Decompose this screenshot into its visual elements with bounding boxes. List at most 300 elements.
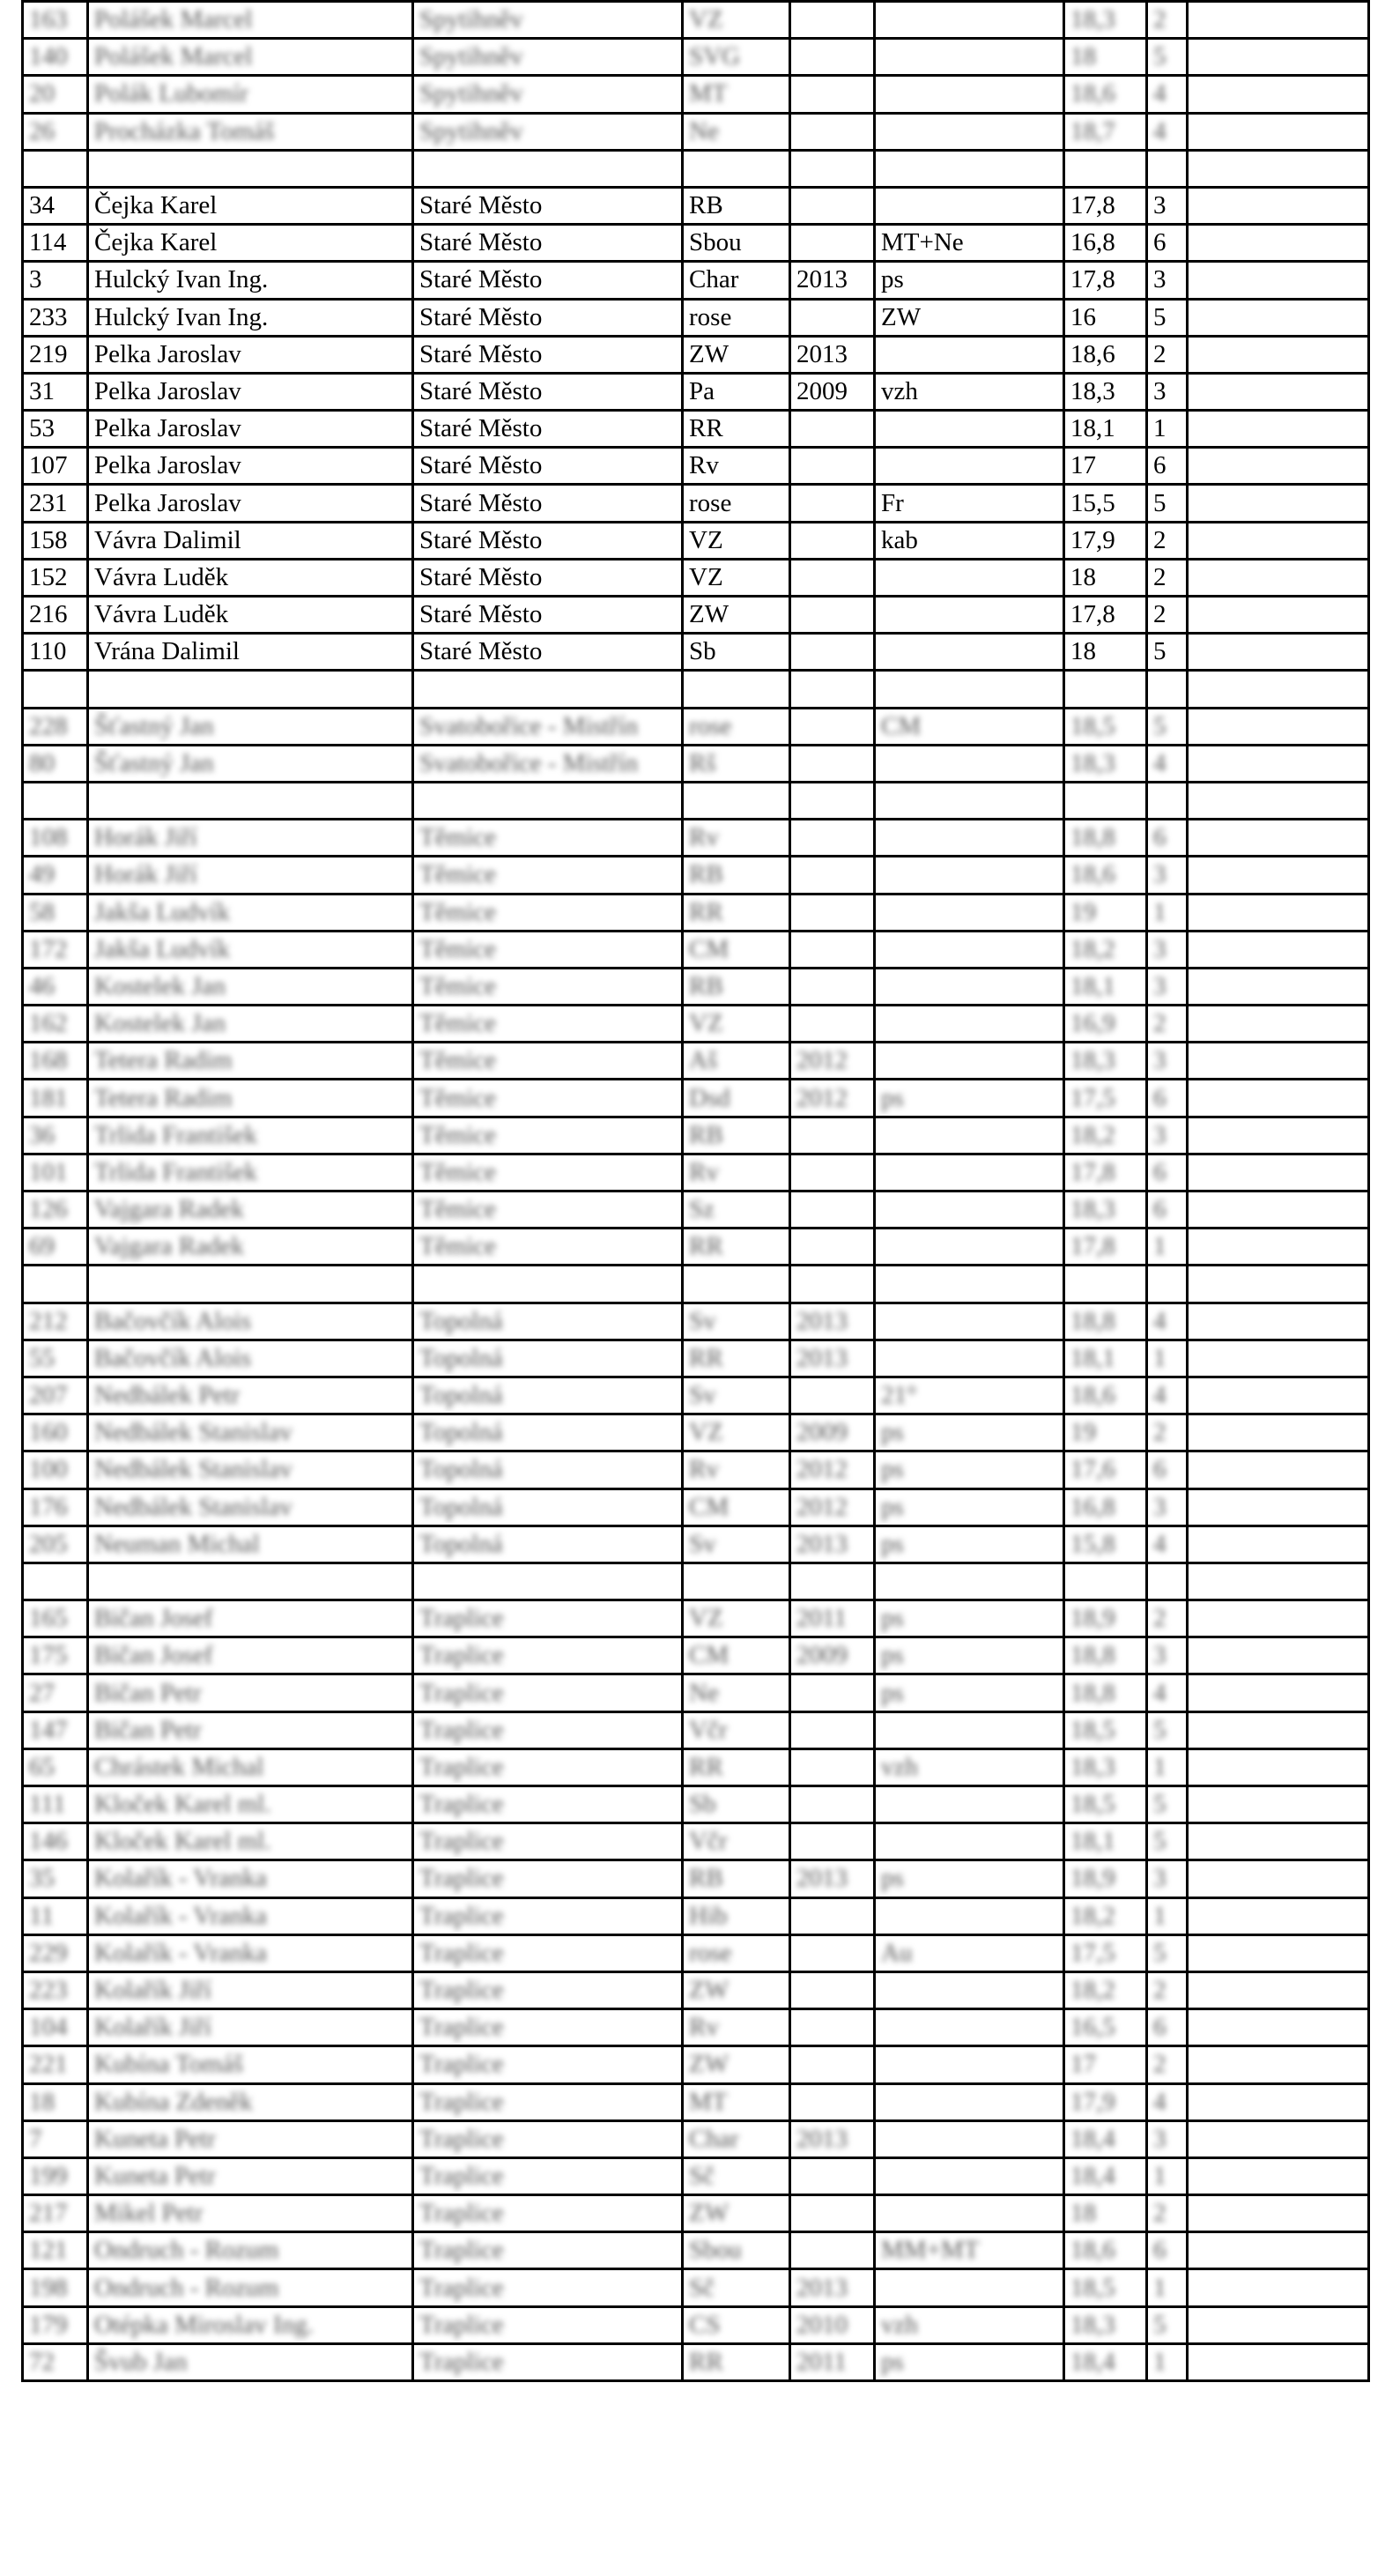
cell-text: 198 xyxy=(29,2273,68,2302)
cell-name xyxy=(88,485,413,522)
cell-text: 4 xyxy=(1153,2087,1167,2116)
cell-rank xyxy=(1147,1303,1188,1340)
cell-text: Těmice xyxy=(419,1157,496,1186)
cell-sugar xyxy=(1064,262,1147,299)
cell-text: Horák Jiří xyxy=(94,823,197,852)
cell-text: Staré Město xyxy=(419,637,543,666)
cell-extra xyxy=(1188,1934,1369,1971)
cell-note xyxy=(875,820,1064,857)
cell-year xyxy=(790,708,875,745)
cell-extra xyxy=(1188,2343,1369,2380)
cell-text: 6 xyxy=(1153,823,1167,852)
cell-rank xyxy=(1147,634,1188,671)
cell-text: Polášek Marcel xyxy=(94,5,253,34)
cell-text: 15,5 xyxy=(1070,488,1115,517)
cell-text: 2013 xyxy=(796,265,848,294)
cell-text: 2012 xyxy=(796,1083,848,1112)
cell-text: 5 xyxy=(1153,1827,1167,1856)
cell-extra xyxy=(1188,485,1369,522)
cell-name xyxy=(88,1117,413,1154)
cell-extra xyxy=(1188,745,1369,782)
cell-note xyxy=(875,1600,1064,1637)
cell-number xyxy=(23,299,88,336)
cell-number xyxy=(23,1600,88,1637)
cell-text: 2 xyxy=(1153,339,1167,368)
cell-text: Traplice xyxy=(419,2013,504,2042)
cell-text: 223 xyxy=(29,1976,68,2005)
cell-name xyxy=(88,1637,413,1674)
cell-text: Kolařík - Vranka xyxy=(94,1938,267,1967)
cell-text: 18 xyxy=(1070,637,1096,666)
cell-text: Vajgara Radek xyxy=(94,1232,244,1261)
cell-text: 5 xyxy=(1153,488,1167,517)
cell-variety xyxy=(683,1414,790,1451)
cell-text: 6 xyxy=(1153,2013,1167,2042)
cell-town xyxy=(413,2343,683,2380)
cell-town xyxy=(413,1117,683,1154)
cell-name xyxy=(88,708,413,745)
cell-text: Sb xyxy=(689,1790,716,1819)
cell-year xyxy=(790,2232,875,2269)
cell-variety xyxy=(683,1674,790,1711)
cell-text: ps xyxy=(881,265,904,294)
cell-text: 4 xyxy=(1153,1678,1167,1707)
cell-text: Šťastný Jan xyxy=(94,711,214,740)
cell-sugar xyxy=(1064,411,1147,448)
cell-text: 4 xyxy=(1153,1306,1167,1335)
cell-number xyxy=(23,820,88,857)
cell-name xyxy=(88,968,413,1005)
cell-text: 146 xyxy=(29,1827,68,1856)
cell-text: 4 xyxy=(1153,748,1167,777)
cell-text: ZW xyxy=(689,1976,730,2005)
cell-sugar xyxy=(1064,2083,1147,2120)
cell-text: 2012 xyxy=(796,1455,848,1484)
cell-number xyxy=(23,225,88,262)
cell-sugar xyxy=(1064,1154,1147,1191)
cell-number xyxy=(23,597,88,634)
cell-text: 18,8 xyxy=(1070,823,1115,852)
cell-text: CM xyxy=(689,934,730,963)
cell-text: 110 xyxy=(29,637,67,666)
cell-extra xyxy=(1188,1414,1369,1451)
cell-text: Traplice xyxy=(419,2236,504,2265)
cell-extra xyxy=(1188,1488,1369,1526)
cell-name xyxy=(88,1488,413,1526)
cell-text: 207 xyxy=(29,1381,68,1410)
cell-town xyxy=(413,2083,683,2120)
cell-text: 18 xyxy=(1070,562,1096,591)
cell-town xyxy=(413,485,683,522)
cell-sugar xyxy=(1064,1526,1147,1563)
cell-town xyxy=(413,634,683,671)
cell-year xyxy=(790,782,875,819)
cell-text: 18,8 xyxy=(1070,1306,1115,1335)
cell-extra xyxy=(1188,857,1369,894)
cell-number xyxy=(23,1006,88,1043)
cell-number xyxy=(23,1711,88,1748)
cell-number xyxy=(23,782,88,819)
cell-text: Sz xyxy=(689,1195,715,1224)
cell-text: 2012 xyxy=(796,1046,848,1075)
cell-text: 18 xyxy=(1070,2199,1096,2228)
cell-year xyxy=(790,1154,875,1191)
cell-text: Staré Město xyxy=(419,191,543,220)
table-row xyxy=(23,2120,1369,2157)
cell-sugar xyxy=(1064,559,1147,596)
cell-text: RR xyxy=(689,1232,723,1261)
cell-text: 19 xyxy=(1070,1418,1096,1447)
cell-text: Staré Město xyxy=(419,228,543,257)
cell-name xyxy=(88,1563,413,1600)
cell-year xyxy=(790,150,875,187)
cell-number xyxy=(23,1971,88,2008)
cell-year xyxy=(790,1266,875,1303)
cell-sugar xyxy=(1064,113,1147,150)
cell-text: Pelka Jaroslav xyxy=(94,414,241,443)
cell-name xyxy=(88,336,413,373)
cell-number xyxy=(23,485,88,522)
cell-number xyxy=(23,2306,88,2343)
cell-town xyxy=(413,1303,683,1340)
cell-year xyxy=(790,336,875,373)
cell-year xyxy=(790,1563,875,1600)
cell-text: 26 xyxy=(29,116,55,145)
table-row xyxy=(23,1748,1369,1785)
cell-text: Rv xyxy=(689,2013,719,2042)
cell-rank xyxy=(1147,187,1188,224)
cell-year xyxy=(790,1637,875,1674)
cell-text: 175 xyxy=(29,1641,68,1670)
cell-text: 2 xyxy=(1153,1604,1167,1633)
cell-town xyxy=(413,1526,683,1563)
spacer-row xyxy=(23,1563,1369,1600)
cell-text: 35 xyxy=(29,1864,55,1893)
cell-text: 1 xyxy=(1153,2273,1167,2302)
cell-town xyxy=(413,2157,683,2194)
cell-text: 18,9 xyxy=(1070,1864,1115,1893)
cell-year xyxy=(790,187,875,224)
cell-extra xyxy=(1188,1451,1369,1488)
cell-rank xyxy=(1147,1563,1188,1600)
cell-note xyxy=(875,522,1064,559)
spacer-row xyxy=(23,150,1369,187)
cell-text: Hulcký Ivan Ing. xyxy=(94,302,269,331)
cell-rank xyxy=(1147,448,1188,485)
cell-sugar xyxy=(1064,299,1147,336)
cell-variety xyxy=(683,76,790,113)
cell-number xyxy=(23,1897,88,1934)
cell-note xyxy=(875,1229,1064,1266)
cell-note xyxy=(875,1451,1064,1488)
cell-text: rose xyxy=(689,488,732,517)
cell-extra xyxy=(1188,522,1369,559)
cell-note xyxy=(875,1748,1064,1785)
cell-text: 1 xyxy=(1153,1343,1167,1372)
cell-text: 3 xyxy=(1153,860,1167,889)
cell-text: 2 xyxy=(1153,525,1167,554)
cell-note xyxy=(875,336,1064,373)
cell-text: Otépka Miroslav Ing. xyxy=(94,2310,314,2339)
cell-text: 2013 xyxy=(796,2124,848,2153)
cell-text: Nedbálek Stanislav xyxy=(94,1455,293,1484)
cell-text: Staré Město xyxy=(419,339,543,368)
cell-text: 6 xyxy=(1153,1195,1167,1224)
cell-rank xyxy=(1147,2343,1188,2380)
table-row xyxy=(23,2083,1369,2120)
cell-text: RB xyxy=(689,1120,723,1149)
cell-note xyxy=(875,113,1064,150)
cell-text: Pa xyxy=(689,376,715,405)
cell-text: Rv xyxy=(689,1455,719,1484)
cell-variety xyxy=(683,2306,790,2343)
cell-text: 16,5 xyxy=(1070,2013,1115,2042)
cell-text: Pelka Jaroslav xyxy=(94,339,241,368)
table-row xyxy=(23,2343,1369,2380)
cell-variety xyxy=(683,1043,790,1080)
cell-sugar xyxy=(1064,2195,1147,2232)
cell-variety xyxy=(683,1897,790,1934)
cell-town xyxy=(413,1711,683,1748)
cell-rank xyxy=(1147,2232,1188,2269)
cell-text: Jakša Ludvík xyxy=(94,934,230,963)
cell-town xyxy=(413,1266,683,1303)
cell-text: 2 xyxy=(1153,1976,1167,2005)
cell-text: 18,8 xyxy=(1070,1641,1115,1670)
cell-note xyxy=(875,1154,1064,1191)
cell-year xyxy=(790,1229,875,1266)
cell-text: vzh xyxy=(881,1752,918,1781)
cell-text: 172 xyxy=(29,934,68,963)
cell-variety xyxy=(683,1860,790,1897)
table-row xyxy=(23,1823,1369,1860)
cell-variety xyxy=(683,1117,790,1154)
cell-variety xyxy=(683,1934,790,1971)
cell-text: 114 xyxy=(29,228,67,257)
cell-rank xyxy=(1147,671,1188,708)
table-row xyxy=(23,1006,1369,1043)
cell-text: 1 xyxy=(1153,897,1167,926)
cell-year xyxy=(790,262,875,299)
cell-text: 18,3 xyxy=(1070,376,1115,405)
cell-text: Čejka Karel xyxy=(94,228,218,257)
cell-year xyxy=(790,113,875,150)
cell-extra xyxy=(1188,1897,1369,1934)
cell-text: 49 xyxy=(29,860,55,889)
cell-extra xyxy=(1188,1340,1369,1377)
cell-sugar xyxy=(1064,2269,1147,2306)
cell-variety xyxy=(683,1526,790,1563)
cell-note xyxy=(875,1377,1064,1414)
cell-name xyxy=(88,1006,413,1043)
cell-text: 18,6 xyxy=(1070,339,1115,368)
cell-number xyxy=(23,2157,88,2194)
cell-rank xyxy=(1147,113,1188,150)
cell-text: MT xyxy=(689,2087,728,2116)
cell-text: 18,6 xyxy=(1070,79,1115,108)
cell-extra xyxy=(1188,1823,1369,1860)
cell-sugar xyxy=(1064,968,1147,1005)
cell-number xyxy=(23,1786,88,1823)
cell-text: 6 xyxy=(1153,228,1167,257)
cell-number xyxy=(23,373,88,410)
cell-year xyxy=(790,485,875,522)
cell-text: 18,8 xyxy=(1070,1678,1115,1707)
cell-number xyxy=(23,1637,88,1674)
cell-text: 205 xyxy=(29,1529,68,1558)
cell-text: Traplice xyxy=(419,1901,504,1930)
cell-extra xyxy=(1188,1860,1369,1897)
cell-variety xyxy=(683,1377,790,1414)
cell-name xyxy=(88,187,413,224)
table-row xyxy=(23,634,1369,671)
cell-text: Spytihněv xyxy=(419,42,523,71)
cell-text: Těmice xyxy=(419,1195,496,1224)
cell-note xyxy=(875,76,1064,113)
cell-text: Kostelek Jan xyxy=(94,971,226,1000)
cell-year xyxy=(790,1748,875,1785)
cell-text: Au xyxy=(881,1938,913,1967)
cell-text: 18,1 xyxy=(1070,971,1115,1000)
cell-text: 2011 xyxy=(796,1604,847,1633)
cell-town xyxy=(413,113,683,150)
cell-name xyxy=(88,857,413,894)
cell-text: 17,8 xyxy=(1070,600,1115,629)
cell-text: 5 xyxy=(1153,711,1167,740)
cell-variety xyxy=(683,39,790,76)
table-row xyxy=(23,597,1369,634)
cell-rank xyxy=(1147,1786,1188,1823)
cell-text: Těmice xyxy=(419,1083,496,1112)
cell-variety xyxy=(683,1711,790,1748)
cell-text: Chrástek Michal xyxy=(94,1752,264,1781)
cell-text: VZ xyxy=(689,562,723,591)
cell-extra xyxy=(1188,931,1369,968)
cell-text: Hib xyxy=(689,1901,728,1930)
cell-text: ps xyxy=(881,1864,904,1893)
cell-rank xyxy=(1147,1154,1188,1191)
cell-text: 18,3 xyxy=(1070,1195,1115,1224)
cell-note xyxy=(875,2009,1064,2046)
cell-name xyxy=(88,1080,413,1117)
cell-variety xyxy=(683,597,790,634)
cell-rank xyxy=(1147,2157,1188,2194)
cell-name xyxy=(88,299,413,336)
cell-text: 212 xyxy=(29,1306,68,1335)
cell-number xyxy=(23,448,88,485)
cell-text: 18,4 xyxy=(1070,2124,1115,2153)
cell-text: kab xyxy=(881,525,918,554)
cell-text: Traplice xyxy=(419,1938,504,1967)
cell-text: Procházka Tomáš xyxy=(94,116,275,145)
cell-text: Kubína Zdeněk xyxy=(94,2087,253,2116)
cell-sugar xyxy=(1064,1006,1147,1043)
cell-text: MT xyxy=(689,79,728,108)
cell-text: 2012 xyxy=(796,1492,848,1521)
cell-text: 5 xyxy=(1153,1790,1167,1819)
cell-name xyxy=(88,1414,413,1451)
cell-rank xyxy=(1147,1266,1188,1303)
cell-extra xyxy=(1188,1080,1369,1117)
cell-note xyxy=(875,485,1064,522)
cell-text: 17,8 xyxy=(1070,1232,1115,1261)
cell-text: 18,4 xyxy=(1070,2161,1115,2190)
cell-rank xyxy=(1147,820,1188,857)
cell-text: Bičan Petr xyxy=(94,1715,202,1744)
cell-year xyxy=(790,857,875,894)
cell-year xyxy=(790,1006,875,1043)
cell-year xyxy=(790,76,875,113)
cell-text: 3 xyxy=(1153,934,1167,963)
cell-text: CM xyxy=(881,711,922,740)
cell-note xyxy=(875,1860,1064,1897)
cell-text: 18,6 xyxy=(1070,1381,1115,1410)
cell-extra xyxy=(1188,1971,1369,2008)
cell-name xyxy=(88,931,413,968)
cell-name xyxy=(88,745,413,782)
cell-note xyxy=(875,2046,1064,2083)
cell-extra xyxy=(1188,782,1369,819)
cell-text: Bičan Josef xyxy=(94,1604,213,1633)
cell-text: RB xyxy=(689,860,723,889)
cell-rank xyxy=(1147,76,1188,113)
table-row xyxy=(23,522,1369,559)
cell-variety xyxy=(683,1488,790,1526)
cell-text: 168 xyxy=(29,1046,68,1075)
table-row xyxy=(23,187,1369,224)
cell-sugar xyxy=(1064,1266,1147,1303)
cell-text: Vávra Luděk xyxy=(94,562,229,591)
cell-name xyxy=(88,894,413,931)
cell-extra xyxy=(1188,113,1369,150)
cell-text: CM xyxy=(689,1641,730,1670)
cell-variety xyxy=(683,634,790,671)
cell-rank xyxy=(1147,931,1188,968)
cell-text: 15,8 xyxy=(1070,1529,1115,1558)
cell-extra xyxy=(1188,1266,1369,1303)
cell-rank xyxy=(1147,1526,1188,1563)
table-row xyxy=(23,2009,1369,2046)
cell-text: 233 xyxy=(29,302,68,331)
table-row xyxy=(23,336,1369,373)
cell-rank xyxy=(1147,782,1188,819)
cell-name xyxy=(88,448,413,485)
cell-text: Horák Jiří xyxy=(94,860,197,889)
cell-note xyxy=(875,225,1064,262)
cell-text: Traplice xyxy=(419,2347,504,2376)
cell-variety xyxy=(683,1340,790,1377)
cell-text: Kloček Karel ml. xyxy=(94,1827,271,1856)
cell-sugar xyxy=(1064,931,1147,968)
cell-sugar xyxy=(1064,522,1147,559)
results-table xyxy=(21,0,1370,2382)
cell-text: 1 xyxy=(1153,1232,1167,1261)
cell-note xyxy=(875,1266,1064,1303)
table-row xyxy=(23,225,1369,262)
table-row xyxy=(23,39,1369,76)
cell-text: Sv xyxy=(689,1381,716,1410)
cell-year xyxy=(790,968,875,1005)
cell-town xyxy=(413,1006,683,1043)
table-row xyxy=(23,857,1369,894)
cell-town xyxy=(413,1414,683,1451)
cell-note xyxy=(875,968,1064,1005)
cell-sugar xyxy=(1064,1637,1147,1674)
cell-town xyxy=(413,1488,683,1526)
cell-extra xyxy=(1188,225,1369,262)
cell-name xyxy=(88,2195,413,2232)
cell-sugar xyxy=(1064,1488,1147,1526)
